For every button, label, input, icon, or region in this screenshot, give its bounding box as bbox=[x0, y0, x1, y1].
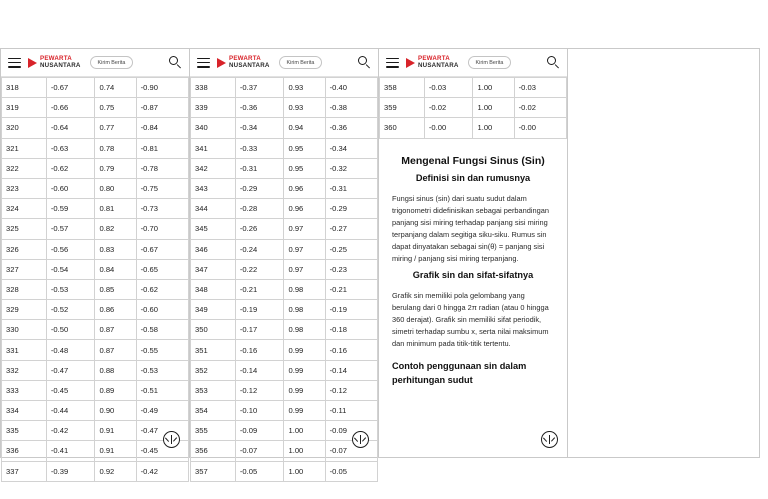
cell-sin: -0.10 bbox=[235, 401, 284, 421]
cell-sin: -0.52 bbox=[46, 300, 95, 320]
cell-tan: -0.81 bbox=[136, 138, 188, 158]
table-row bbox=[2, 118, 189, 138]
cell-tan: -0.36 bbox=[325, 118, 377, 138]
cell-sin: -0.50 bbox=[46, 320, 95, 340]
scroll-to-top-button[interactable] bbox=[163, 431, 180, 448]
cell-tan: -0.40 bbox=[325, 78, 377, 98]
cell-tan: -0.29 bbox=[325, 199, 377, 219]
table-row bbox=[191, 158, 378, 178]
article-paragraph-1: Fungsi sinus (sin) dari suatu sudut dalam trigonometri didefinisikan sebagai perbandingan panjang sisi miring terhadap panjang sisi miring terpanjang dalam segitiga siku-siku. Rumus sin dapat dinyatakan sebagai sin(θ) = panjang sisi miring / panjang sisi miring terpanjang. bbox=[392, 194, 549, 264]
cell-degree: 347 bbox=[191, 259, 236, 279]
cell-degree: 338 bbox=[191, 78, 236, 98]
cell-degree: 334 bbox=[2, 401, 47, 421]
cell-degree: 318 bbox=[2, 78, 47, 98]
table-row bbox=[2, 380, 189, 400]
cell-cos: 0.99 bbox=[284, 401, 325, 421]
table-row bbox=[380, 98, 567, 118]
cell-tan: -0.84 bbox=[136, 118, 188, 138]
cell-tan: -0.02 bbox=[514, 98, 566, 118]
table-row bbox=[191, 401, 378, 421]
cell-degree: 354 bbox=[191, 401, 236, 421]
cell-tan: -0.67 bbox=[136, 239, 188, 259]
cell-sin: -0.12 bbox=[235, 380, 284, 400]
brand-logo[interactable] bbox=[217, 56, 270, 69]
cell-cos: 0.98 bbox=[284, 279, 325, 299]
cell-degree: 357 bbox=[191, 461, 236, 481]
cell-degree: 333 bbox=[2, 380, 47, 400]
cell-tan: -0.09 bbox=[325, 421, 377, 441]
cell-tan: -0.16 bbox=[325, 340, 377, 360]
table-row bbox=[2, 138, 189, 158]
cell-tan: -0.34 bbox=[325, 138, 377, 158]
article-heading-2: Grafik sin dan sifat-sifatnya bbox=[412, 270, 534, 281]
article-body bbox=[379, 139, 567, 388]
brand-arrow-icon bbox=[28, 58, 37, 68]
cell-cos: 0.90 bbox=[95, 401, 136, 421]
cell-degree: 330 bbox=[2, 320, 47, 340]
cell-tan: -0.60 bbox=[136, 300, 188, 320]
cell-cos: 0.84 bbox=[95, 259, 136, 279]
cell-cos: 0.99 bbox=[284, 340, 325, 360]
cell-sin: -0.37 bbox=[235, 78, 284, 98]
cell-cos: 0.89 bbox=[95, 380, 136, 400]
brand-line2: NUSANTARA bbox=[229, 61, 270, 69]
table-row bbox=[2, 320, 189, 340]
cell-tan: -0.42 bbox=[136, 461, 188, 481]
table-row bbox=[380, 78, 567, 98]
cell-sin: -0.33 bbox=[235, 138, 284, 158]
cell-cos: 0.88 bbox=[95, 360, 136, 380]
cell-sin: -0.42 bbox=[46, 421, 95, 441]
cell-cos: 0.96 bbox=[284, 199, 325, 219]
cell-sin: -0.16 bbox=[235, 340, 284, 360]
cell-tan: -0.07 bbox=[325, 441, 377, 461]
cell-cos: 0.85 bbox=[95, 279, 136, 299]
table-row bbox=[2, 219, 189, 239]
cell-cos: 0.79 bbox=[95, 158, 136, 178]
submit-news-button[interactable]: Kirim Berita bbox=[468, 56, 512, 69]
cell-cos: 0.83 bbox=[95, 239, 136, 259]
table-row bbox=[2, 279, 189, 299]
cell-sin: -0.34 bbox=[235, 118, 284, 138]
cell-sin: -0.26 bbox=[235, 219, 284, 239]
cell-degree: 344 bbox=[191, 199, 236, 219]
cell-cos: 0.98 bbox=[284, 320, 325, 340]
table-row bbox=[191, 219, 378, 239]
cell-degree: 322 bbox=[2, 158, 47, 178]
submit-news-button[interactable]: Kirim Berita bbox=[279, 56, 323, 69]
cell-tan: -0.31 bbox=[325, 178, 377, 198]
cell-tan: -0.19 bbox=[325, 300, 377, 320]
cell-degree: 327 bbox=[2, 259, 47, 279]
cell-tan: -0.87 bbox=[136, 98, 188, 118]
cell-sin: -0.44 bbox=[46, 401, 95, 421]
cell-degree: 350 bbox=[191, 320, 236, 340]
cell-sin: -0.66 bbox=[46, 98, 95, 118]
table-row bbox=[191, 239, 378, 259]
cell-degree: 345 bbox=[191, 219, 236, 239]
table-row bbox=[2, 239, 189, 259]
brand-arrow-icon bbox=[217, 58, 226, 68]
table-row bbox=[2, 461, 189, 481]
cell-degree: 325 bbox=[2, 219, 47, 239]
sin-value-table bbox=[190, 77, 378, 482]
cell-cos: 0.75 bbox=[95, 98, 136, 118]
cell-sin: -0.00 bbox=[424, 118, 473, 138]
cell-degree: 352 bbox=[191, 360, 236, 380]
cell-tan: -0.11 bbox=[325, 401, 377, 421]
article-paragraph-2: Grafik sin memiliki pola gelombang yang berulang dari 0 hingga 2π radian (atau 0 hingga 360 derajat). Grafik sin memiliki sifat periodik, simetri terhadap sumbu x, serta nilai maksimum dan minimum pada titik-titik tertentu. bbox=[392, 291, 549, 349]
table-row bbox=[191, 360, 378, 380]
table-row bbox=[2, 199, 189, 219]
cell-sin: -0.63 bbox=[46, 138, 95, 158]
cell-sin: -0.19 bbox=[235, 300, 284, 320]
cell-sin: -0.21 bbox=[235, 279, 284, 299]
table-row bbox=[2, 98, 189, 118]
sin-value-table bbox=[379, 77, 567, 139]
cell-sin: -0.02 bbox=[424, 98, 473, 118]
cell-sin: -0.17 bbox=[235, 320, 284, 340]
cell-tan: -0.18 bbox=[325, 320, 377, 340]
cell-cos: 0.96 bbox=[284, 178, 325, 198]
cell-cos: 0.87 bbox=[95, 320, 136, 340]
search-icon[interactable] bbox=[358, 56, 371, 69]
brand-logo[interactable] bbox=[28, 56, 81, 69]
cell-tan: -0.65 bbox=[136, 259, 188, 279]
cell-degree: 349 bbox=[191, 300, 236, 320]
cell-tan: -0.23 bbox=[325, 259, 377, 279]
cell-degree: 320 bbox=[2, 118, 47, 138]
cell-degree: 336 bbox=[2, 441, 47, 461]
cell-degree: 355 bbox=[191, 421, 236, 441]
cell-degree: 340 bbox=[191, 118, 236, 138]
arrow-up-icon bbox=[549, 435, 550, 444]
table-row bbox=[191, 340, 378, 360]
arrow-up-icon bbox=[360, 435, 361, 444]
cell-cos: 0.99 bbox=[284, 360, 325, 380]
cell-tan: -0.25 bbox=[325, 239, 377, 259]
panel-4-blank bbox=[567, 48, 760, 458]
table-body bbox=[2, 78, 189, 482]
table-row bbox=[191, 118, 378, 138]
cell-degree: 329 bbox=[2, 300, 47, 320]
table-row bbox=[191, 461, 378, 481]
cell-cos: 0.95 bbox=[284, 138, 325, 158]
brand-line1: PEWARTA bbox=[418, 55, 450, 63]
brand-line1: PEWARTA bbox=[40, 55, 72, 63]
cell-cos: 0.81 bbox=[95, 199, 136, 219]
cell-cos: 1.00 bbox=[473, 78, 514, 98]
site-header bbox=[190, 49, 378, 77]
cell-degree: 328 bbox=[2, 279, 47, 299]
scroll-to-top-button[interactable] bbox=[352, 431, 369, 448]
cell-tan: -0.55 bbox=[136, 340, 188, 360]
cell-cos: 0.94 bbox=[284, 118, 325, 138]
cell-cos: 1.00 bbox=[284, 421, 325, 441]
cell-sin: -0.56 bbox=[46, 239, 95, 259]
cell-tan: -0.00 bbox=[514, 118, 566, 138]
brand-line2: NUSANTARA bbox=[40, 61, 81, 69]
table-row bbox=[2, 360, 189, 380]
cell-sin: -0.54 bbox=[46, 259, 95, 279]
table-row bbox=[191, 78, 378, 98]
panel-2 bbox=[189, 48, 379, 476]
cell-degree: 324 bbox=[2, 199, 47, 219]
table-row bbox=[2, 300, 189, 320]
brand-line2: NUSANTARA bbox=[418, 61, 459, 69]
cell-tan: -0.03 bbox=[514, 78, 566, 98]
cell-tan: -0.38 bbox=[325, 98, 377, 118]
cell-cos: 0.97 bbox=[284, 219, 325, 239]
cell-sin: -0.03 bbox=[424, 78, 473, 98]
cell-tan: -0.53 bbox=[136, 360, 188, 380]
cell-tan: -0.21 bbox=[325, 279, 377, 299]
table-row bbox=[191, 380, 378, 400]
cell-degree: 348 bbox=[191, 279, 236, 299]
cell-degree: 358 bbox=[380, 78, 425, 98]
search-icon[interactable] bbox=[169, 56, 182, 69]
table-row bbox=[2, 441, 189, 461]
cell-sin: -0.64 bbox=[46, 118, 95, 138]
cell-cos: 0.91 bbox=[95, 421, 136, 441]
cell-tan: -0.51 bbox=[136, 380, 188, 400]
cell-tan: -0.78 bbox=[136, 158, 188, 178]
cell-sin: -0.39 bbox=[46, 461, 95, 481]
cell-cos: 1.00 bbox=[284, 441, 325, 461]
cell-sin: -0.14 bbox=[235, 360, 284, 380]
cell-tan: -0.14 bbox=[325, 360, 377, 380]
hamburger-icon[interactable] bbox=[197, 58, 210, 68]
cell-degree: 360 bbox=[380, 118, 425, 138]
cell-tan: -0.70 bbox=[136, 219, 188, 239]
cell-tan: -0.32 bbox=[325, 158, 377, 178]
cell-cos: 0.78 bbox=[95, 138, 136, 158]
cell-sin: -0.05 bbox=[235, 461, 284, 481]
cell-tan: -0.49 bbox=[136, 401, 188, 421]
cell-sin: -0.45 bbox=[46, 380, 95, 400]
table-body bbox=[191, 78, 378, 482]
article-title: Mengenal Fungsi Sinus (Sin) bbox=[401, 154, 545, 167]
cell-sin: -0.60 bbox=[46, 178, 95, 198]
scroll-to-top-button[interactable] bbox=[541, 431, 558, 448]
cell-sin: -0.67 bbox=[46, 78, 95, 98]
cell-cos: 1.00 bbox=[284, 461, 325, 481]
cell-sin: -0.24 bbox=[235, 239, 284, 259]
table-row bbox=[2, 340, 189, 360]
table-row bbox=[191, 320, 378, 340]
cell-cos: 0.74 bbox=[95, 78, 136, 98]
table-row bbox=[380, 118, 567, 138]
cell-sin: -0.62 bbox=[46, 158, 95, 178]
table-row bbox=[191, 138, 378, 158]
hamburger-icon[interactable] bbox=[386, 58, 399, 68]
cell-degree: 321 bbox=[2, 138, 47, 158]
cell-sin: -0.59 bbox=[46, 199, 95, 219]
table-row bbox=[191, 441, 378, 461]
cell-cos: 1.00 bbox=[473, 118, 514, 138]
brand-arrow-icon bbox=[406, 58, 415, 68]
cell-degree: 359 bbox=[380, 98, 425, 118]
cell-cos: 0.97 bbox=[284, 239, 325, 259]
cell-sin: -0.07 bbox=[235, 441, 284, 461]
cell-degree: 331 bbox=[2, 340, 47, 360]
cell-tan: -0.05 bbox=[325, 461, 377, 481]
site-header bbox=[1, 49, 189, 77]
table-body bbox=[380, 78, 567, 139]
cell-degree: 319 bbox=[2, 98, 47, 118]
cell-cos: 0.95 bbox=[284, 158, 325, 178]
table-row bbox=[191, 421, 378, 441]
cell-degree: 323 bbox=[2, 178, 47, 198]
cell-cos: 0.77 bbox=[95, 118, 136, 138]
cell-degree: 332 bbox=[2, 360, 47, 380]
table-row bbox=[191, 300, 378, 320]
table-row bbox=[191, 259, 378, 279]
cell-sin: -0.47 bbox=[46, 360, 95, 380]
submit-news-button[interactable]: Kirim Berita bbox=[90, 56, 134, 69]
cell-sin: -0.48 bbox=[46, 340, 95, 360]
hamburger-icon[interactable] bbox=[8, 58, 21, 68]
cell-sin: -0.22 bbox=[235, 259, 284, 279]
arrow-up-icon bbox=[171, 435, 172, 444]
panel-1 bbox=[0, 48, 190, 476]
cell-cos: 0.91 bbox=[95, 441, 136, 461]
cell-cos: 0.92 bbox=[95, 461, 136, 481]
cell-sin: -0.41 bbox=[46, 441, 95, 461]
cell-sin: -0.31 bbox=[235, 158, 284, 178]
cell-degree: 351 bbox=[191, 340, 236, 360]
cell-degree: 356 bbox=[191, 441, 236, 461]
table-row bbox=[2, 259, 189, 279]
table-row bbox=[191, 279, 378, 299]
cell-cos: 0.93 bbox=[284, 78, 325, 98]
table-row bbox=[2, 401, 189, 421]
table-row bbox=[191, 98, 378, 118]
cell-degree: 335 bbox=[2, 421, 47, 441]
cell-degree: 341 bbox=[191, 138, 236, 158]
cell-tan: -0.45 bbox=[136, 441, 188, 461]
brand-line1: PEWARTA bbox=[229, 55, 261, 63]
cell-degree: 343 bbox=[191, 178, 236, 198]
cell-sin: -0.57 bbox=[46, 219, 95, 239]
cell-cos: 0.80 bbox=[95, 178, 136, 198]
table-row bbox=[2, 158, 189, 178]
cell-tan: -0.58 bbox=[136, 320, 188, 340]
cell-sin: -0.28 bbox=[235, 199, 284, 219]
cell-cos: 0.86 bbox=[95, 300, 136, 320]
table-row bbox=[191, 178, 378, 198]
article-subtitle: Definisi sin dan rumusnya bbox=[415, 172, 531, 183]
table-row bbox=[2, 178, 189, 198]
cell-degree: 337 bbox=[2, 461, 47, 481]
cell-tan: -0.75 bbox=[136, 178, 188, 198]
table-row bbox=[2, 421, 189, 441]
cell-degree: 326 bbox=[2, 239, 47, 259]
cell-sin: -0.53 bbox=[46, 279, 95, 299]
cell-degree: 353 bbox=[191, 380, 236, 400]
cell-cos: 0.97 bbox=[284, 259, 325, 279]
cell-cos: 0.87 bbox=[95, 340, 136, 360]
cell-cos: 0.99 bbox=[284, 380, 325, 400]
cell-cos: 0.93 bbox=[284, 98, 325, 118]
cell-tan: -0.12 bbox=[325, 380, 377, 400]
table-row bbox=[2, 78, 189, 98]
cell-cos: 0.98 bbox=[284, 300, 325, 320]
cell-sin: -0.29 bbox=[235, 178, 284, 198]
cell-tan: -0.73 bbox=[136, 199, 188, 219]
cell-degree: 342 bbox=[191, 158, 236, 178]
cell-tan: -0.62 bbox=[136, 279, 188, 299]
cell-tan: -0.90 bbox=[136, 78, 188, 98]
panel-3 bbox=[378, 48, 568, 458]
brand-logo[interactable] bbox=[406, 56, 459, 69]
table-row bbox=[191, 199, 378, 219]
cell-cos: 0.82 bbox=[95, 219, 136, 239]
site-header bbox=[379, 49, 567, 77]
sin-value-table bbox=[1, 77, 189, 482]
cell-degree: 346 bbox=[191, 239, 236, 259]
search-icon[interactable] bbox=[547, 56, 560, 69]
cell-sin: -0.36 bbox=[235, 98, 284, 118]
cell-tan: -0.47 bbox=[136, 421, 188, 441]
article-heading-3: Contoh penggunaan sin dalam perhitungan sudut bbox=[392, 361, 527, 385]
cell-sin: -0.09 bbox=[235, 421, 284, 441]
cell-cos: 1.00 bbox=[473, 98, 514, 118]
cell-degree: 339 bbox=[191, 98, 236, 118]
panel-row bbox=[0, 48, 760, 476]
cell-tan: -0.27 bbox=[325, 219, 377, 239]
